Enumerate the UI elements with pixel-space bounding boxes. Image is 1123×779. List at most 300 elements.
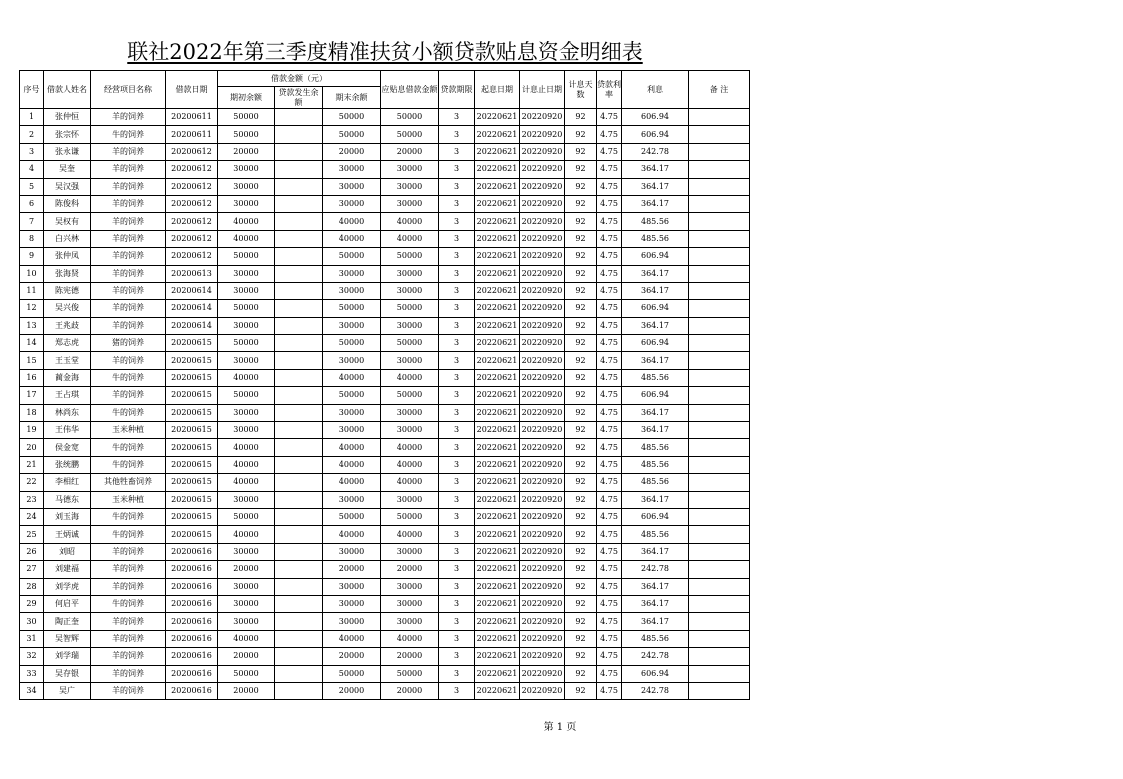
cell-project: 羊的饲养 [91, 352, 166, 369]
cell-new-amount [275, 126, 323, 143]
cell-term: 3 [439, 230, 475, 247]
cell-rate: 4.75 [597, 248, 622, 265]
cell-seq: 8 [20, 230, 44, 247]
cell-begin-balance: 30000 [218, 317, 275, 334]
cell-interest: 485.56 [622, 439, 689, 456]
cell-subsidy: 30000 [381, 178, 439, 195]
cell-rate: 4.75 [597, 665, 622, 682]
cell-term: 3 [439, 561, 475, 578]
header-begin-balance: 期初余额 [218, 87, 275, 109]
cell-name: 吴存银 [44, 665, 91, 682]
cell-seq: 6 [20, 195, 44, 212]
cell-interest: 364.17 [622, 404, 689, 421]
cell-new-amount [275, 682, 323, 699]
cell-term: 3 [439, 213, 475, 230]
table-row [20, 491, 750, 508]
cell-new-amount [275, 526, 323, 543]
cell-remark [689, 682, 750, 699]
cell-start-date: 20220621 [475, 404, 520, 421]
cell-new-amount [275, 335, 323, 352]
cell-end-date: 20220920 [520, 195, 565, 212]
cell-term: 3 [439, 613, 475, 630]
cell-seq: 31 [20, 630, 44, 647]
cell-seq: 30 [20, 613, 44, 630]
cell-days: 92 [565, 630, 597, 647]
cell-remark [689, 213, 750, 230]
cell-seq: 21 [20, 456, 44, 473]
cell-loan-date: 20200615 [166, 352, 218, 369]
cell-loan-date: 20200615 [166, 387, 218, 404]
cell-end-balance: 20000 [323, 682, 381, 699]
cell-end-date: 20220920 [520, 248, 565, 265]
cell-days: 92 [565, 439, 597, 456]
cell-project: 羊的饲养 [91, 282, 166, 299]
cell-days: 92 [565, 526, 597, 543]
header-amount-group: 借款金额（元） [218, 71, 381, 87]
cell-term: 3 [439, 161, 475, 178]
cell-days: 92 [565, 369, 597, 386]
cell-begin-balance: 30000 [218, 578, 275, 595]
cell-subsidy: 40000 [381, 526, 439, 543]
cell-end-balance: 40000 [323, 630, 381, 647]
cell-project: 羊的饲养 [91, 248, 166, 265]
cell-new-amount [275, 404, 323, 421]
cell-start-date: 20220621 [475, 387, 520, 404]
cell-seq: 19 [20, 422, 44, 439]
cell-days: 92 [565, 543, 597, 560]
cell-end-date: 20220920 [520, 213, 565, 230]
cell-interest: 485.56 [622, 369, 689, 386]
cell-begin-balance: 40000 [218, 630, 275, 647]
cell-start-date: 20220621 [475, 578, 520, 595]
cell-days: 92 [565, 595, 597, 612]
table-row [20, 630, 750, 647]
cell-end-balance: 40000 [323, 456, 381, 473]
header-loan-date: 借款日期 [166, 71, 218, 109]
cell-project: 羊的饲养 [91, 230, 166, 247]
cell-start-date: 20220621 [475, 195, 520, 212]
cell-interest: 364.17 [622, 491, 689, 508]
cell-seq: 18 [20, 404, 44, 421]
cell-start-date: 20220621 [475, 456, 520, 473]
cell-term: 3 [439, 300, 475, 317]
cell-remark [689, 161, 750, 178]
cell-end-date: 20220920 [520, 508, 565, 525]
cell-term: 3 [439, 317, 475, 334]
cell-name: 侯金宽 [44, 439, 91, 456]
cell-start-date: 20220621 [475, 439, 520, 456]
cell-remark [689, 265, 750, 282]
cell-loan-date: 20200613 [166, 265, 218, 282]
cell-end-balance: 40000 [323, 213, 381, 230]
cell-start-date: 20220621 [475, 317, 520, 334]
cell-subsidy: 50000 [381, 248, 439, 265]
cell-days: 92 [565, 265, 597, 282]
cell-term: 3 [439, 439, 475, 456]
cell-end-balance: 40000 [323, 474, 381, 491]
cell-begin-balance: 30000 [218, 195, 275, 212]
cell-term: 3 [439, 143, 475, 160]
header-subsidy-total: 应贴息借款金额 [381, 71, 439, 109]
cell-name: 刘昭 [44, 543, 91, 560]
cell-interest: 364.17 [622, 195, 689, 212]
cell-remark [689, 491, 750, 508]
cell-remark [689, 561, 750, 578]
cell-seq: 22 [20, 474, 44, 491]
header-seq: 序号 [20, 71, 44, 109]
cell-start-date: 20220621 [475, 474, 520, 491]
cell-interest: 242.78 [622, 143, 689, 160]
cell-days: 92 [565, 282, 597, 299]
cell-seq: 34 [20, 682, 44, 699]
cell-term: 3 [439, 335, 475, 352]
cell-loan-date: 20200615 [166, 491, 218, 508]
cell-rate: 4.75 [597, 143, 622, 160]
cell-new-amount [275, 282, 323, 299]
cell-days: 92 [565, 178, 597, 195]
cell-interest: 485.56 [622, 474, 689, 491]
cell-end-date: 20220920 [520, 317, 565, 334]
table-row [20, 578, 750, 595]
cell-rate: 4.75 [597, 265, 622, 282]
cell-subsidy: 20000 [381, 143, 439, 160]
cell-name: 刘玉海 [44, 508, 91, 525]
cell-end-date: 20220920 [520, 439, 565, 456]
cell-interest: 364.17 [622, 422, 689, 439]
cell-days: 92 [565, 491, 597, 508]
header-end-date: 计息止日期 [520, 71, 565, 109]
cell-term: 3 [439, 248, 475, 265]
cell-subsidy: 30000 [381, 491, 439, 508]
cell-days: 92 [565, 648, 597, 665]
cell-term: 3 [439, 508, 475, 525]
cell-subsidy: 30000 [381, 613, 439, 630]
cell-rate: 4.75 [597, 578, 622, 595]
cell-new-amount [275, 248, 323, 265]
cell-rate: 4.75 [597, 422, 622, 439]
cell-loan-date: 20200615 [166, 369, 218, 386]
cell-end-date: 20220920 [520, 630, 565, 647]
cell-term: 3 [439, 109, 475, 126]
cell-interest: 606.94 [622, 665, 689, 682]
cell-project: 猪的饲养 [91, 335, 166, 352]
page-number: 第 1 页 [543, 722, 577, 733]
cell-remark [689, 126, 750, 143]
cell-project: 羊的饲养 [91, 109, 166, 126]
cell-end-balance: 30000 [323, 491, 381, 508]
cell-interest: 606.94 [622, 508, 689, 525]
cell-days: 92 [565, 578, 597, 595]
table-row [20, 561, 750, 578]
cell-name: 白兴林 [44, 230, 91, 247]
cell-new-amount [275, 456, 323, 473]
header-project: 经营项目名称 [91, 71, 166, 109]
cell-term: 3 [439, 265, 475, 282]
cell-end-date: 20220920 [520, 561, 565, 578]
cell-interest: 364.17 [622, 178, 689, 195]
cell-end-balance: 50000 [323, 300, 381, 317]
cell-end-date: 20220920 [520, 230, 565, 247]
cell-remark [689, 109, 750, 126]
cell-days: 92 [565, 387, 597, 404]
cell-loan-date: 20200612 [166, 161, 218, 178]
cell-subsidy: 30000 [381, 595, 439, 612]
cell-seq: 23 [20, 491, 44, 508]
cell-days: 92 [565, 109, 597, 126]
cell-start-date: 20220621 [475, 508, 520, 525]
cell-start-date: 20220621 [475, 248, 520, 265]
cell-subsidy: 30000 [381, 422, 439, 439]
cell-begin-balance: 40000 [218, 369, 275, 386]
cell-end-balance: 30000 [323, 265, 381, 282]
header-name: 借款人姓名 [44, 71, 91, 109]
cell-remark [689, 474, 750, 491]
cell-interest: 606.94 [622, 248, 689, 265]
cell-begin-balance: 40000 [218, 456, 275, 473]
cell-seq: 13 [20, 317, 44, 334]
cell-project: 羊的饲养 [91, 561, 166, 578]
cell-seq: 1 [20, 109, 44, 126]
cell-subsidy: 50000 [381, 109, 439, 126]
cell-end-balance: 20000 [323, 143, 381, 160]
cell-subsidy: 30000 [381, 352, 439, 369]
cell-end-balance: 30000 [323, 422, 381, 439]
cell-start-date: 20220621 [475, 491, 520, 508]
cell-loan-date: 20200614 [166, 300, 218, 317]
cell-subsidy: 20000 [381, 648, 439, 665]
cell-project: 羊的饲养 [91, 665, 166, 682]
cell-interest: 364.17 [622, 595, 689, 612]
cell-term: 3 [439, 630, 475, 647]
cell-interest: 485.56 [622, 526, 689, 543]
table-row [20, 404, 750, 421]
cell-interest: 364.17 [622, 578, 689, 595]
cell-project: 羊的饲养 [91, 300, 166, 317]
cell-begin-balance: 40000 [218, 213, 275, 230]
cell-start-date: 20220621 [475, 282, 520, 299]
cell-seq: 26 [20, 543, 44, 560]
cell-start-date: 20220621 [475, 161, 520, 178]
cell-project: 羊的饲养 [91, 213, 166, 230]
cell-loan-date: 20200616 [166, 613, 218, 630]
cell-loan-date: 20200616 [166, 682, 218, 699]
table-row [20, 474, 750, 491]
cell-end-date: 20220920 [520, 578, 565, 595]
cell-term: 3 [439, 491, 475, 508]
cell-rate: 4.75 [597, 404, 622, 421]
cell-name: 刘学瑞 [44, 648, 91, 665]
cell-new-amount [275, 508, 323, 525]
cell-seq: 16 [20, 369, 44, 386]
cell-end-date: 20220920 [520, 352, 565, 369]
cell-end-balance: 50000 [323, 387, 381, 404]
cell-term: 3 [439, 474, 475, 491]
header-days: 计息天数 [565, 71, 597, 109]
cell-begin-balance: 30000 [218, 422, 275, 439]
cell-start-date: 20220621 [475, 109, 520, 126]
cell-name: 王炳诚 [44, 526, 91, 543]
cell-project: 羊的饲养 [91, 387, 166, 404]
cell-loan-date: 20200615 [166, 526, 218, 543]
cell-term: 3 [439, 369, 475, 386]
cell-loan-date: 20200612 [166, 143, 218, 160]
cell-loan-date: 20200612 [166, 248, 218, 265]
cell-term: 3 [439, 404, 475, 421]
cell-start-date: 20220621 [475, 630, 520, 647]
header-new-amount: 贷款发生余额 [275, 87, 323, 109]
cell-subsidy: 20000 [381, 561, 439, 578]
cell-rate: 4.75 [597, 439, 622, 456]
cell-end-balance: 30000 [323, 404, 381, 421]
cell-new-amount [275, 178, 323, 195]
cell-begin-balance: 50000 [218, 126, 275, 143]
table-row [20, 369, 750, 386]
cell-start-date: 20220621 [475, 126, 520, 143]
cell-subsidy: 40000 [381, 213, 439, 230]
cell-rate: 4.75 [597, 109, 622, 126]
cell-rate: 4.75 [597, 491, 622, 508]
cell-days: 92 [565, 682, 597, 699]
cell-begin-balance: 40000 [218, 439, 275, 456]
table-row [20, 282, 750, 299]
cell-rate: 4.75 [597, 682, 622, 699]
cell-remark [689, 630, 750, 647]
cell-loan-date: 20200611 [166, 126, 218, 143]
cell-subsidy: 50000 [381, 335, 439, 352]
cell-end-balance: 50000 [323, 508, 381, 525]
cell-seq: 24 [20, 508, 44, 525]
cell-loan-date: 20200615 [166, 456, 218, 473]
cell-end-date: 20220920 [520, 369, 565, 386]
cell-rate: 4.75 [597, 595, 622, 612]
cell-seq: 25 [20, 526, 44, 543]
table-row [20, 178, 750, 195]
table-row [20, 456, 750, 473]
cell-term: 3 [439, 195, 475, 212]
cell-subsidy: 50000 [381, 300, 439, 317]
cell-term: 3 [439, 387, 475, 404]
cell-start-date: 20220621 [475, 213, 520, 230]
cell-seq: 29 [20, 595, 44, 612]
cell-interest: 485.56 [622, 230, 689, 247]
cell-begin-balance: 40000 [218, 230, 275, 247]
table-row [20, 126, 750, 143]
cell-project: 羊的饲养 [91, 265, 166, 282]
cell-end-date: 20220920 [520, 456, 565, 473]
cell-seq: 27 [20, 561, 44, 578]
cell-start-date: 20220621 [475, 265, 520, 282]
cell-rate: 4.75 [597, 178, 622, 195]
cell-start-date: 20220621 [475, 648, 520, 665]
cell-remark [689, 178, 750, 195]
cell-name: 何启平 [44, 595, 91, 612]
table-row [20, 317, 750, 334]
cell-loan-date: 20200615 [166, 439, 218, 456]
cell-new-amount [275, 369, 323, 386]
cell-name: 王占琪 [44, 387, 91, 404]
cell-new-amount [275, 648, 323, 665]
page-title [0, 36, 770, 66]
cell-begin-balance: 30000 [218, 543, 275, 560]
cell-loan-date: 20200616 [166, 665, 218, 682]
cell-end-balance: 20000 [323, 648, 381, 665]
cell-begin-balance: 50000 [218, 300, 275, 317]
cell-seq: 5 [20, 178, 44, 195]
cell-new-amount [275, 595, 323, 612]
cell-new-amount [275, 195, 323, 212]
cell-rate: 4.75 [597, 456, 622, 473]
cell-term: 3 [439, 126, 475, 143]
cell-end-date: 20220920 [520, 422, 565, 439]
cell-begin-balance: 30000 [218, 265, 275, 282]
cell-subsidy: 30000 [381, 282, 439, 299]
cell-begin-balance: 30000 [218, 352, 275, 369]
cell-project: 牛的饲养 [91, 404, 166, 421]
table-row [20, 595, 750, 612]
cell-name: 林尚东 [44, 404, 91, 421]
cell-start-date: 20220621 [475, 300, 520, 317]
cell-rate: 4.75 [597, 282, 622, 299]
cell-days: 92 [565, 422, 597, 439]
cell-remark [689, 578, 750, 595]
cell-project: 牛的饲养 [91, 595, 166, 612]
cell-seq: 15 [20, 352, 44, 369]
cell-term: 3 [439, 682, 475, 699]
header-start-date: 起息日期 [475, 71, 520, 109]
cell-begin-balance: 30000 [218, 613, 275, 630]
cell-seq: 14 [20, 335, 44, 352]
cell-subsidy: 40000 [381, 474, 439, 491]
cell-project: 羊的饲养 [91, 143, 166, 160]
cell-begin-balance: 30000 [218, 178, 275, 195]
cell-seq: 32 [20, 648, 44, 665]
cell-start-date: 20220621 [475, 335, 520, 352]
cell-name: 王玉堂 [44, 352, 91, 369]
cell-end-balance: 40000 [323, 526, 381, 543]
cell-term: 3 [439, 578, 475, 595]
table-row [20, 543, 750, 560]
cell-loan-date: 20200615 [166, 474, 218, 491]
cell-end-balance: 40000 [323, 230, 381, 247]
cell-project: 羊的饲养 [91, 178, 166, 195]
cell-remark [689, 526, 750, 543]
cell-subsidy: 30000 [381, 543, 439, 560]
table-row [20, 265, 750, 282]
cell-project: 羊的饲养 [91, 543, 166, 560]
cell-begin-balance: 20000 [218, 648, 275, 665]
cell-subsidy: 40000 [381, 630, 439, 647]
cell-remark [689, 422, 750, 439]
cell-project: 羊的饲养 [91, 317, 166, 334]
cell-term: 3 [439, 178, 475, 195]
cell-new-amount [275, 109, 323, 126]
cell-name: 陶正奎 [44, 613, 91, 630]
cell-interest: 364.17 [622, 317, 689, 334]
table-row [20, 230, 750, 247]
cell-name: 刘学虎 [44, 578, 91, 595]
cell-rate: 4.75 [597, 387, 622, 404]
cell-rate: 4.75 [597, 335, 622, 352]
cell-seq: 7 [20, 213, 44, 230]
cell-days: 92 [565, 613, 597, 630]
cell-project: 牛的饲养 [91, 439, 166, 456]
cell-seq: 12 [20, 300, 44, 317]
cell-seq: 11 [20, 282, 44, 299]
cell-end-balance: 40000 [323, 369, 381, 386]
cell-interest: 364.17 [622, 282, 689, 299]
cell-loan-date: 20200616 [166, 543, 218, 560]
cell-remark [689, 665, 750, 682]
